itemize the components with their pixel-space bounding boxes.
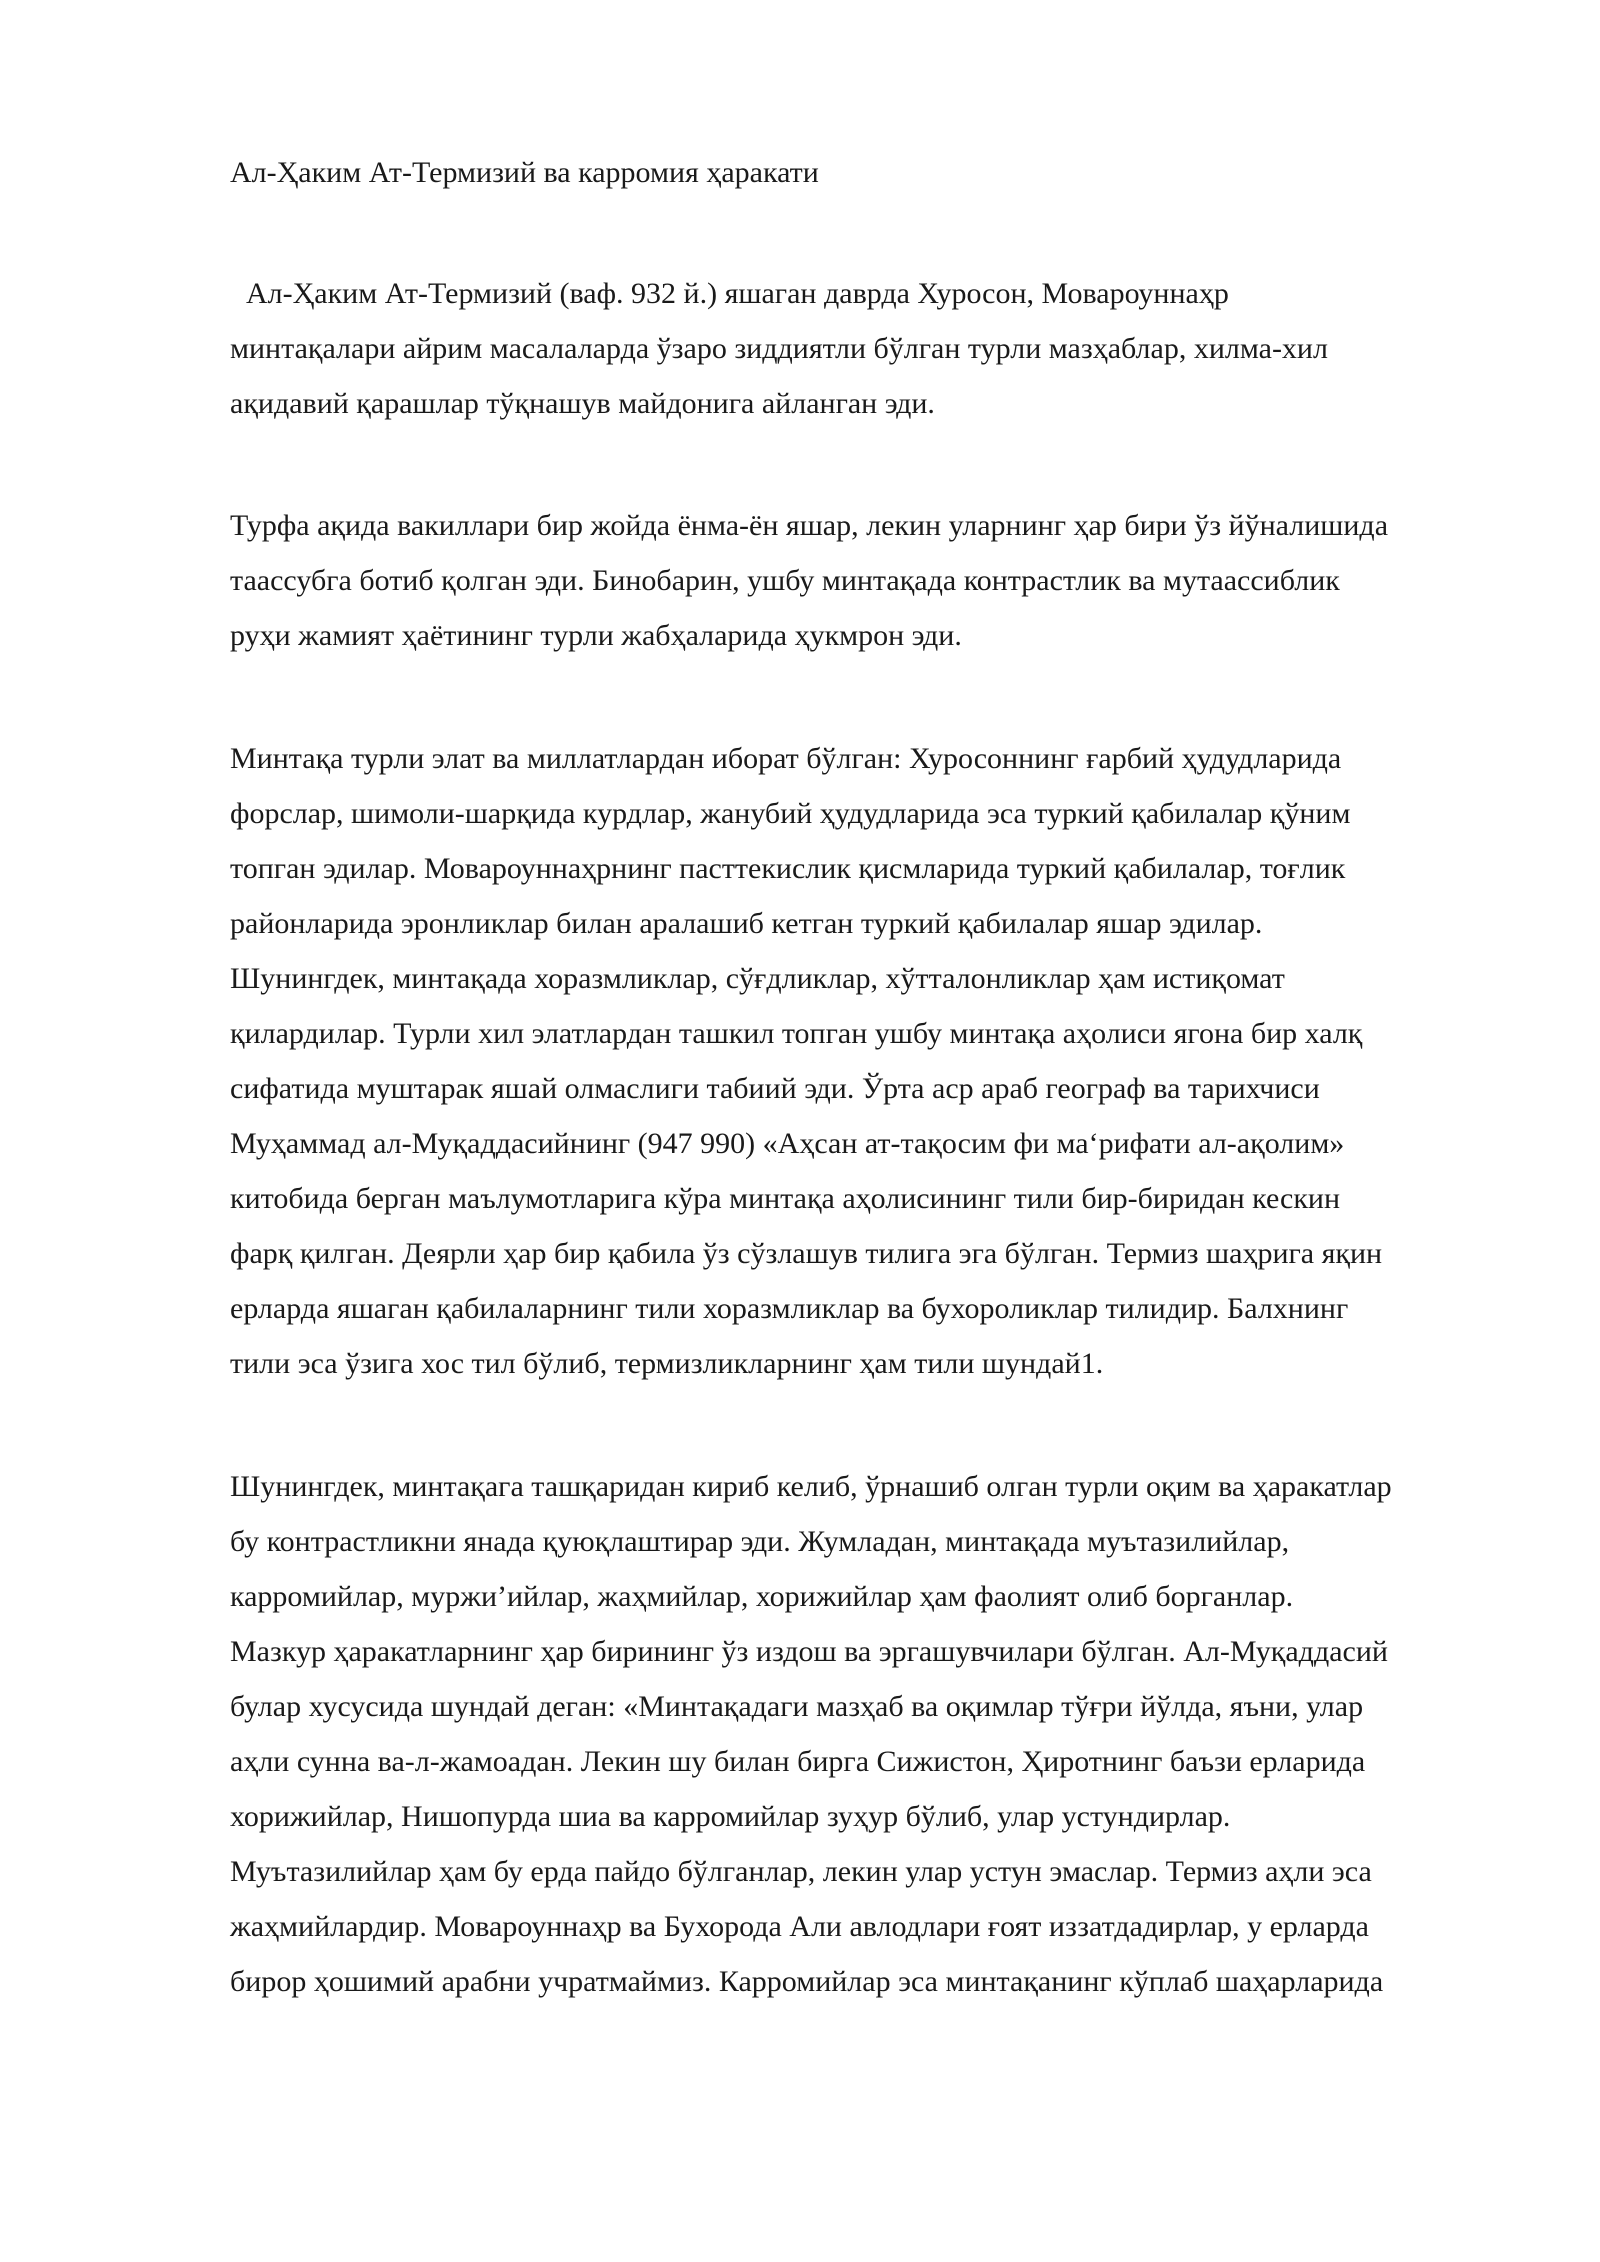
paragraph-line: районларида эронликлар билан аралашиб кетган туркий қабилалар яшар эдилар. — [230, 907, 1263, 940]
paragraph-line: китобида берган маълумотларига кўра минтақа аҳолисининг тили бир-биридан кескин — [230, 1182, 1341, 1215]
paragraph-line: Мазкур ҳаракатларнинг ҳар бирининг ўз издош ва эргашувчилари бўлган. Ал-Муқаддасий — [230, 1635, 1388, 1668]
document-title: Ал-Ҳаким Ат-Термизий ва карромия ҳаракати — [230, 156, 819, 189]
paragraph-line: форслар, шимоли-шарқида курдлар, жанубий ҳудудларида эса туркий қабилалар қўним — [230, 797, 1351, 830]
paragraph-line: қилардилар. Турли хил элатлардан ташкил топган ушбу минтақа аҳолиси ягона бир халқ — [230, 1017, 1363, 1050]
document-body — [230, 146, 1500, 2009]
paragraph-line: тили эса ўзига хос тил бўлиб, термизликларнинг ҳам тили шундай1. — [230, 1347, 1104, 1380]
paragraph-line: бирор ҳошимий арабни учратмаймиз. Карромийлар эса минтақанинг кўплаб шаҳарларида — [230, 1965, 1384, 1998]
paragraph-line: топган эдилар. Мовароуннаҳрнинг пасттекислик қисмларида туркий қабилалар, тоғлик — [230, 852, 1346, 885]
paragraph-line: булар хусусида шундай деган: «Минтақадаги мазҳаб ва оқимлар тўғри йўлда, яъни, улар — [230, 1690, 1364, 1723]
paragraph-line: Муҳаммад ал-Муқаддасийнинг (947 990) «Аҳсан ат-тақосим фи маʻрифати ал-ақолим» — [230, 1127, 1345, 1160]
paragraph-line: Минтақа турли элат ва миллатлардан иборат бўлган: Хуросоннинг ғарбий ҳудудларида — [230, 742, 1342, 775]
paragraph-line: бу контрастликни янада қуюқлаштирар эди. Жумладан, минтақада муътазилийлар, — [230, 1525, 1290, 1558]
paragraph-line: сифатида муштарак яшай олмаслиги табиий эди. Ўрта аср араб географ ва тарихчиси — [230, 1072, 1320, 1105]
paragraph-line: Турфа ақида вакиллари бир жойда ёнма-ён яшар, лекин уларнинг ҳар бири ўз йўналишида — [230, 509, 1389, 542]
paragraph-line: Шунингдек, минтақага ташқаридан кириб келиб, ўрнашиб олган турли оқим ва ҳаракатлар — [230, 1470, 1392, 1503]
paragraph-line: Шунингдек, минтақада хоразмликлар, сўғдликлар, хўтталонликлар ҳам истиқомат — [230, 962, 1285, 995]
paragraph-line: руҳи жамият ҳаётининг турли жабҳаларида ҳукмрон эди. — [230, 619, 962, 652]
paragraph-line: аҳли сунна ва-л-жамоадан. Лекин шу билан бирга Сижистон, Ҳиротнинг баъзи ерларида — [230, 1745, 1366, 1778]
paragraph-1 — [230, 266, 1500, 431]
paragraph-line: ақидавий қарашлар тўқнашув майдонига айланган эди. — [230, 387, 935, 420]
paragraph-line: ерларда яшаган қабилаларнинг тили хоразмликлар ва бухороликлар тилидир. Балхнинг — [230, 1292, 1349, 1325]
paragraph-line: Ал-Ҳаким Ат-Термизий (ваф. 932 й.) яшаган даврда Хуросон, Мовароуннаҳр — [246, 277, 1229, 310]
paragraph-2 — [230, 498, 1500, 663]
paragraph-3 — [230, 731, 1500, 1391]
paragraph-line: Муътазилийлар ҳам бу ерда пайдо бўлганлар, лекин улар устун эмаслар. Термиз аҳли эса — [230, 1855, 1372, 1888]
paragraph-line: минтақалари айрим масалаларда ўзаро зиддиятли бўлган турли мазҳаблар, хилма-хил — [230, 332, 1328, 365]
paragraph-4 — [230, 1459, 1500, 2009]
paragraph-line: таассубга ботиб қолган эди. Бинобарин, ушбу минтақада контрастлик ва мутаассиблик — [230, 564, 1340, 597]
paragraph-line: жаҳмийлардир. Мовароуннаҳр ва Бухорода Али авлодлари ғоят иззатдадирлар, у ерларда — [230, 1910, 1369, 1943]
paragraph-line: фарқ қилган. Деярли ҳар бир қабила ўз сўзлашув тилига эга бўлган. Термиз шаҳрига яқин — [230, 1237, 1383, 1270]
paragraph-line: карромийлар, муржи’ийлар, жаҳмийлар, хорижийлар ҳам фаолият олиб борганлар. — [230, 1580, 1294, 1613]
paragraph-line: хорижийлар, Нишопурда шиа ва карромийлар зуҳур бўлиб, улар устундирлар. — [230, 1800, 1231, 1833]
